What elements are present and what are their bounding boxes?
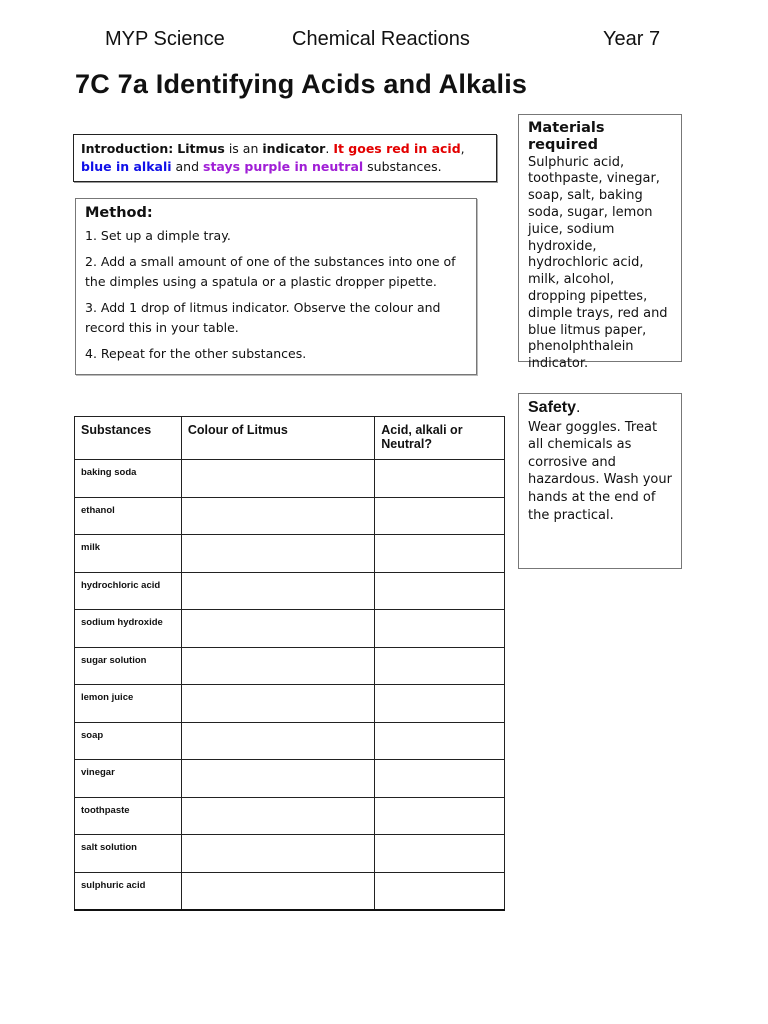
intro-acid-text: It goes red in acid <box>333 141 461 156</box>
table-row <box>75 497 505 535</box>
substance-cell: vinegar <box>75 760 182 798</box>
table-row <box>75 760 505 798</box>
colour-cell[interactable] <box>181 797 374 835</box>
materials-list: Sulphuric acid, toothpaste, vinegar, soap, salt, baking soda, sugar, lemon juice, sodium hydroxide, hydrochloric acid, milk, alcohol, dropping pipettes, dimple trays, red and blue litmus paper, phenolphthalein indicator. <box>528 154 668 372</box>
intro-text: and <box>171 159 204 174</box>
type-cell[interactable] <box>375 535 505 573</box>
page-title: 7C 7a Identifying Acids and Alkalis <box>75 69 528 99</box>
type-cell[interactable] <box>375 835 505 873</box>
materials-box <box>518 114 682 372</box>
method-step: 1. Set up a dimple tray. <box>85 228 231 243</box>
colour-cell[interactable] <box>181 535 374 573</box>
substance-cell: soap <box>75 722 182 760</box>
table-row <box>75 685 505 723</box>
column-header-substances: Substances <box>75 417 182 460</box>
colour-cell[interactable] <box>181 722 374 760</box>
substance-cell: toothpaste <box>75 797 182 835</box>
table-row <box>75 460 505 498</box>
safety-box <box>518 393 682 569</box>
colour-cell[interactable] <box>181 685 374 723</box>
type-cell[interactable] <box>375 572 505 610</box>
header-year: Year 7 <box>603 28 661 50</box>
materials-heading: Materials required <box>528 120 605 153</box>
table-row <box>75 610 505 648</box>
safety-text: Wear goggles. Treat all chemicals as corrosive and hazardous. Wash your hands at the end of the practical. <box>528 419 672 523</box>
intro-indicator: indicator <box>262 141 326 156</box>
substance-cell: sulphuric acid <box>75 872 182 910</box>
table-row <box>75 722 505 760</box>
table-row <box>75 835 505 873</box>
colour-cell[interactable] <box>181 460 374 498</box>
introduction-box <box>73 134 497 182</box>
method-step: 4. Repeat for the other substances. <box>85 346 307 361</box>
intro-text: is an <box>224 141 263 156</box>
intro-label: Introduction: <box>81 141 174 156</box>
table-row <box>75 797 505 835</box>
table-header-row <box>75 417 505 460</box>
header-subject: MYP Science <box>105 28 225 50</box>
method-heading: Method: <box>85 205 153 221</box>
safety-heading: Safety. <box>528 399 581 416</box>
intro-alkali-text: blue in alkali <box>81 159 172 174</box>
method-step: 2. Add a small amount of one of the substances into one of the dimples using a spatula or a plastic dropper pipette. <box>85 254 456 289</box>
type-cell[interactable] <box>375 460 505 498</box>
table-row <box>75 647 505 685</box>
substance-cell: sodium hydroxide <box>75 610 182 648</box>
type-cell[interactable] <box>375 647 505 685</box>
colour-cell[interactable] <box>181 610 374 648</box>
substance-cell: sugar solution <box>75 647 182 685</box>
substance-cell: salt solution <box>75 835 182 873</box>
intro-text: . <box>325 141 334 156</box>
type-cell[interactable] <box>375 872 505 910</box>
substance-cell: lemon juice <box>75 685 182 723</box>
method-box <box>75 198 477 375</box>
substance-cell: milk <box>75 535 182 573</box>
results-table <box>74 416 505 911</box>
colour-cell[interactable] <box>181 760 374 798</box>
type-cell[interactable] <box>375 685 505 723</box>
method-step: 3. Add 1 drop of litmus indicator. Observe the colour and record this in your table. <box>85 300 441 335</box>
table-row <box>75 572 505 610</box>
table-row <box>75 535 505 573</box>
colour-cell[interactable] <box>181 497 374 535</box>
substance-cell: hydrochloric acid <box>75 572 182 610</box>
column-header-colour: Colour of Litmus <box>181 417 374 460</box>
intro-neutral-text: stays purple in neutral <box>203 159 364 174</box>
substance-cell: ethanol <box>75 497 182 535</box>
intro-litmus: Litmus <box>177 141 225 156</box>
type-cell[interactable] <box>375 797 505 835</box>
type-cell[interactable] <box>375 497 505 535</box>
table-row <box>75 872 505 910</box>
intro-text: , <box>460 141 465 156</box>
colour-cell[interactable] <box>181 572 374 610</box>
intro-text: substances. <box>363 159 442 174</box>
type-cell[interactable] <box>375 722 505 760</box>
column-header-type: Acid, alkali or Neutral? <box>375 417 505 460</box>
colour-cell[interactable] <box>181 647 374 685</box>
type-cell[interactable] <box>375 760 505 798</box>
colour-cell[interactable] <box>181 835 374 873</box>
type-cell[interactable] <box>375 610 505 648</box>
header-topic: Chemical Reactions <box>292 28 470 50</box>
colour-cell[interactable] <box>181 872 374 910</box>
substance-cell: baking soda <box>75 460 182 498</box>
